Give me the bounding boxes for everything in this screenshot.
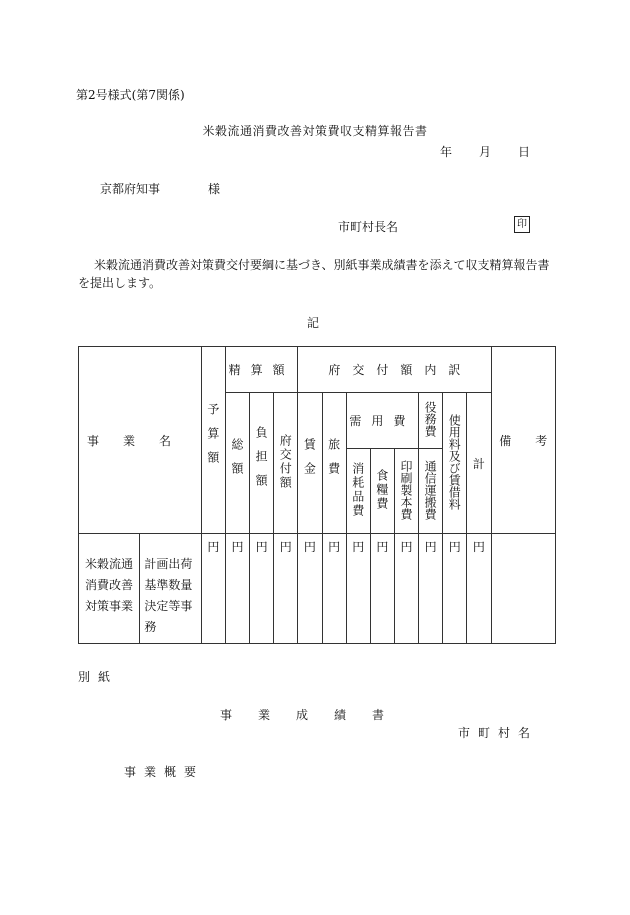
col-food: 食糧費 [370,449,394,534]
col-service-costs: 役務費 [419,393,443,449]
yen-communication: 円 [419,534,443,644]
record-title: 事業成績書 [219,708,410,722]
col-communication: 通信運搬費 [419,449,443,534]
date-month: 月 [478,145,491,159]
remarks-cell [491,534,556,644]
col-pref-grant: 府交付額 [274,393,298,534]
header-settlement: 精算額 [225,347,297,393]
row-project-name: 米穀流通消費改善対策事業 [79,534,140,644]
municipality-label: 市町村名 [458,726,539,740]
seal-mark: 印 [514,216,530,233]
col-total: 総額 [225,393,249,534]
header-project-name: 事 業 名 [79,347,202,534]
col-wages: 賃金 [298,393,322,534]
col-printing: 印刷製本費 [394,449,418,534]
col-burden: 負担額 [250,393,274,534]
header-budget: 予算額 [201,347,225,534]
yen-subtotal: 円 [467,534,491,644]
body-text-line-1: 米穀流通消費改善対策費交付要綱に基づき、別紙事業成績書を添えて収支精算報告書 [94,258,550,272]
col-demand-costs: 需用費 [346,393,418,449]
yen-pref-grant: 円 [274,534,298,644]
yen-total: 円 [225,534,249,644]
col-rental: 使用料及び賃借料 [443,393,467,534]
body-text-line-2: を提出します。 [78,276,162,290]
col-consumables: 消耗品費 [346,449,370,534]
date-line [440,143,530,160]
form-number: 第2号様式(第7関係) [76,88,185,102]
yen-travel: 円 [322,534,346,644]
yen-budget: 円 [201,534,225,644]
overview-heading: 事業概要 [124,765,205,779]
header-remarks: 備 考 [491,347,556,534]
yen-wages: 円 [298,534,322,644]
yen-rental: 円 [443,534,467,644]
honorific: 様 [208,182,221,196]
addressee: 京都府知事 [100,182,161,196]
yen-food: 円 [370,534,394,644]
col-subtotal: 計 [467,393,491,534]
date-day: 日 [517,145,530,159]
yen-printing: 円 [394,534,418,644]
date-year: 年 [440,145,453,159]
yen-consumables: 円 [346,534,370,644]
settlement-table [78,346,556,644]
ki-heading: 記 [307,316,320,330]
row-project-content: 計画出荷基準数量決定等事務 [140,534,201,644]
mayor-label: 市町村長名 [338,220,399,234]
yen-burden: 円 [250,534,274,644]
annex-label: 別紙 [78,670,119,684]
col-travel: 旅費 [322,393,346,534]
document-title: 米穀流通消費改善対策費収支精算報告書 [202,124,428,138]
header-grant-breakdown: 府 交 付 額 内 訳 [298,347,491,393]
